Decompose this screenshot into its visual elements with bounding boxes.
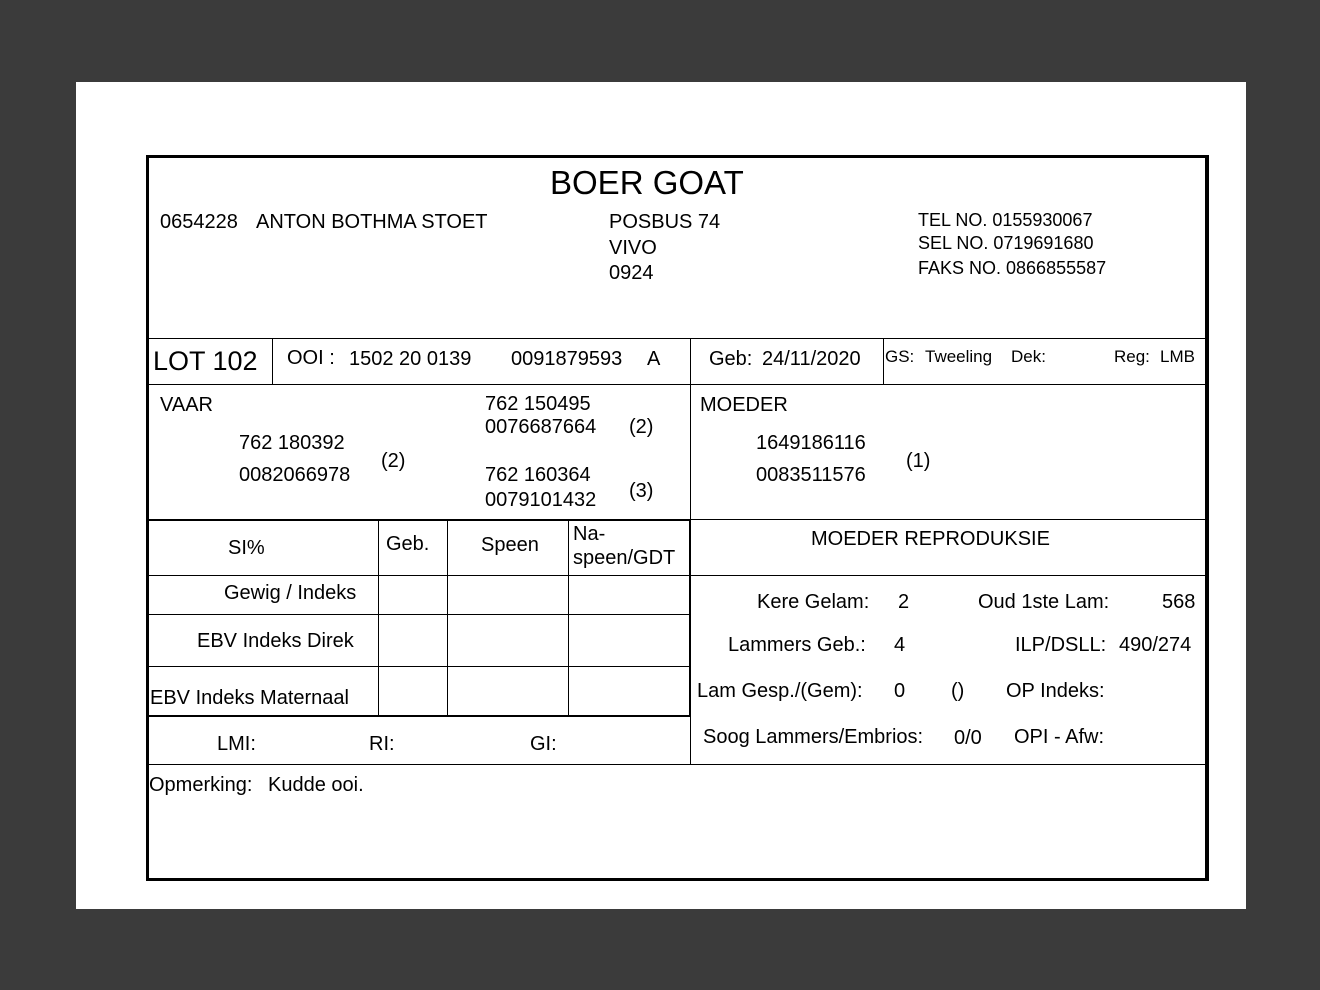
card-title: BOER GOAT [550,164,744,201]
moeder-label: MOEDER [700,394,788,416]
remark-value: Kudde ooi. [268,774,364,796]
lmi-label: LMI: [217,733,256,755]
lammers-value: 4 [894,634,906,656]
sire-of-sire-id-1: 762 150495 [485,393,591,415]
address-line-2: VIVO [609,237,657,259]
geb-label: Geb: [709,348,753,370]
ilp-label: ILP/DSLL: [1015,634,1107,656]
kere-gelam-value: 2 [898,591,910,613]
address-line-1: POSBUS 74 [609,211,721,233]
dam-of-sire-id-1: 762 160364 [485,464,591,486]
vaar-id-2: 0082066978 [239,464,351,486]
vaar-code: (2) [381,450,406,472]
lam-gesp-label: Lam Gesp./(Gem): [697,680,863,702]
op-indeks-label: OP Indeks: [1006,680,1105,702]
vaar-label: VAAR [160,394,213,416]
divider-lot-v3 [883,338,884,384]
gi-label: GI: [530,733,557,755]
table-top-border [148,519,691,521]
ilp-value: 490/274 [1119,634,1192,656]
lam-gesp-value: 0 [894,680,906,702]
divider-repro-top [691,519,1206,520]
oud-value: 568 [1162,591,1196,613]
col-speen: Speen [481,534,539,556]
sire-of-sire-id-2: 0076687664 [485,416,597,438]
ooi-label: OOI : [287,347,335,369]
col-naspeen: Na- speen/GDT [573,523,676,569]
ooi-grade: A [647,348,661,370]
moeder-code: (1) [906,450,931,472]
lam-gesp-gem: () [951,680,965,702]
faks-number: FAKS NO. 0866855587 [918,258,1107,278]
reg-label: Reg: [1114,347,1150,366]
row-gewig-indeks: Gewig / Indeks [224,582,357,604]
divider-lot-bottom [149,384,1206,385]
kere-gelam-label: Kere Gelam: [757,591,870,613]
dek-label: Dek: [1011,347,1046,366]
moeder-id-2: 0083511576 [756,464,866,486]
gs-label: GS: [885,347,915,366]
gs-value: Tweeling [925,347,993,366]
dam-of-sire-code: (3) [629,480,654,502]
divider-remarks-top [149,764,1206,765]
row-ebv-maternaal: EBV Indeks Maternaal [150,687,349,709]
lot-label: LOT 102 [153,346,258,376]
ooi-number: 1502 20 0139 [349,348,472,370]
sel-number: SEL NO. 0719691680 [918,233,1094,253]
breeder-number: 0654228 [160,211,238,233]
table-col-divider-1 [378,521,379,717]
remark-label: Opmerking: [149,774,253,796]
vaar-id-1: 762 180392 [239,432,345,454]
moeder-id-1: 1649186116 [756,432,866,454]
oud-label: Oud 1ste Lam: [978,591,1110,613]
soog-value: 0/0 [954,727,982,749]
col-geb: Geb. [386,533,430,555]
table-col-divider-2 [447,521,448,717]
ooi-id: 0091879593 [511,348,623,370]
lammers-label: Lammers Geb.: [728,634,866,656]
soog-label: Soog Lammers/Embrios: [703,726,924,748]
reg-value: LMB [1160,347,1195,366]
divider-table-row-2 [149,666,690,667]
opi-afw-label: OPI - Afw: [1014,726,1105,748]
address-line-3: 0924 [609,262,654,284]
breeder-name: ANTON BOTHMA STOET [256,211,488,233]
table-bottom-border [148,715,691,717]
si-label: SI% [228,537,265,559]
ri-label: RI: [369,733,395,755]
row-ebv-direk: EBV Indeks Direk [197,630,354,652]
sire-of-sire-code: (2) [629,416,654,438]
repro-title: MOEDER REPRODUKSIE [811,528,1050,550]
divider-table-row-1 [149,614,690,615]
divider-table-header [149,575,1206,576]
table-col-divider-3 [568,521,569,717]
dam-of-sire-id-2: 0079101432 [485,489,597,511]
divider-lot-top [149,338,1206,339]
table-right-border [689,519,691,717]
tel-number: TEL NO. 0155930067 [918,210,1093,230]
divider-lot-v1 [272,338,273,384]
geb-value: 24/11/2020 [762,348,861,370]
